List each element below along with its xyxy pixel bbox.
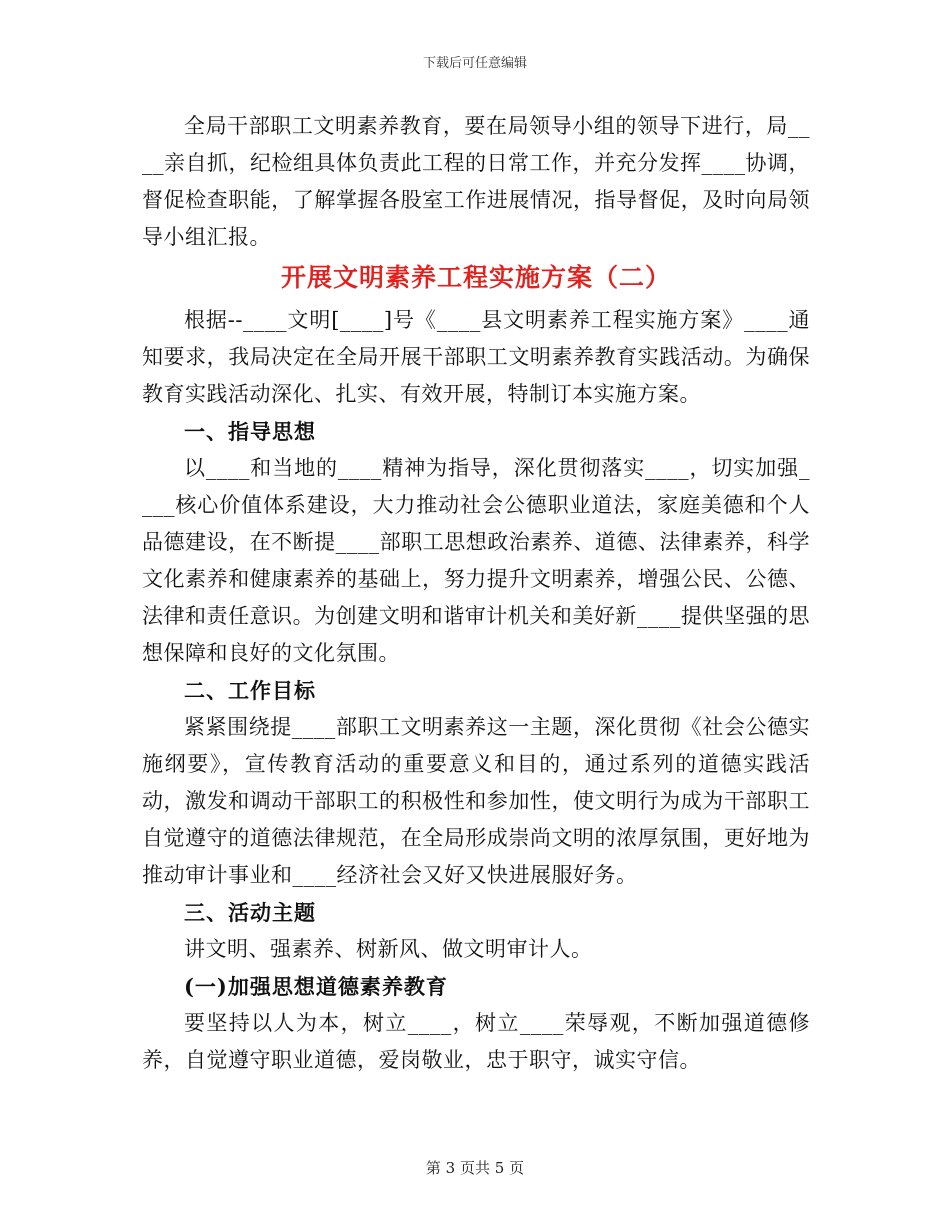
page-number: 第 3 页共 5 页 xyxy=(425,1159,525,1177)
paragraph-activity-theme: 讲文明、强素养、树新风、做文明审计人。 xyxy=(184,937,593,961)
paragraph-moral-education: 要坚持以人为本，树立____，树立____荣辱观，不断加强道德修养，自觉遵守职业道德，爱岗敬业，忠于职守，诚实守信。 xyxy=(142,1011,810,1072)
page-header: 下载后可任意编辑 xyxy=(422,56,527,71)
heading-guiding-ideology: 一、指导思想 xyxy=(184,419,316,444)
section-title: 开展文明素养工程实施方案（二） xyxy=(280,263,671,292)
paragraph-guiding-ideology: 以____和当地的____精神为指导，深化贯彻落实____，切实加强____核心价值体系建设，大力推动社会公德职业道法，家庭美德和个人品德建设，在不断提____部职工思想政治素养、道德、法律素养，科学文化素养和健康素养的基础上，努力提升文明素养，增强公民、公德、法律和责任意识。为创建文明和谐审计机关和美好新____提供坚强的思想保障和良好的文化氛围。 xyxy=(142,456,810,665)
paragraph-intro: 全局干部职工文明素养教育，要在局领导小组的领导下进行，局____亲自抓，纪检组具体负责此工程的日常工作，并充分发挥____协调，督促检查职能，了解掌握各股室工作进展情况，指导督促，及时向局领导小组汇报。 xyxy=(142,114,810,249)
heading-moral-education: (一)加强思想道德素养教育 xyxy=(184,974,448,999)
paragraph-work-goal: 紧紧围绕提____部职工文明素养这一主题，深化贯彻《社会公德实施纲要》，宣传教育活动的重要意义和目的，通过系列的道德实践活动，激发和调动干部职工的积极性和参加性，使文明行为成为干部职工自觉遵守的道德法律规范，在全局形成崇尚文明的浓厚氛围，更好地为推动审计事业和____经济社会又好又快进展服好务。 xyxy=(142,715,810,887)
paragraph-basis: 根据--____文明[____]号《____县文明素养工程实施方案》____通知要求，我局决定在全局开展干部职工文明素养教育实践活动。为确保教育实践活动深化、扎实、有效开展，特制订本实施方案。 xyxy=(142,308,810,406)
heading-work-goal: 二、工作目标 xyxy=(184,678,316,703)
heading-activity-theme: 三、活动主题 xyxy=(184,900,316,925)
document-body xyxy=(142,108,810,1079)
